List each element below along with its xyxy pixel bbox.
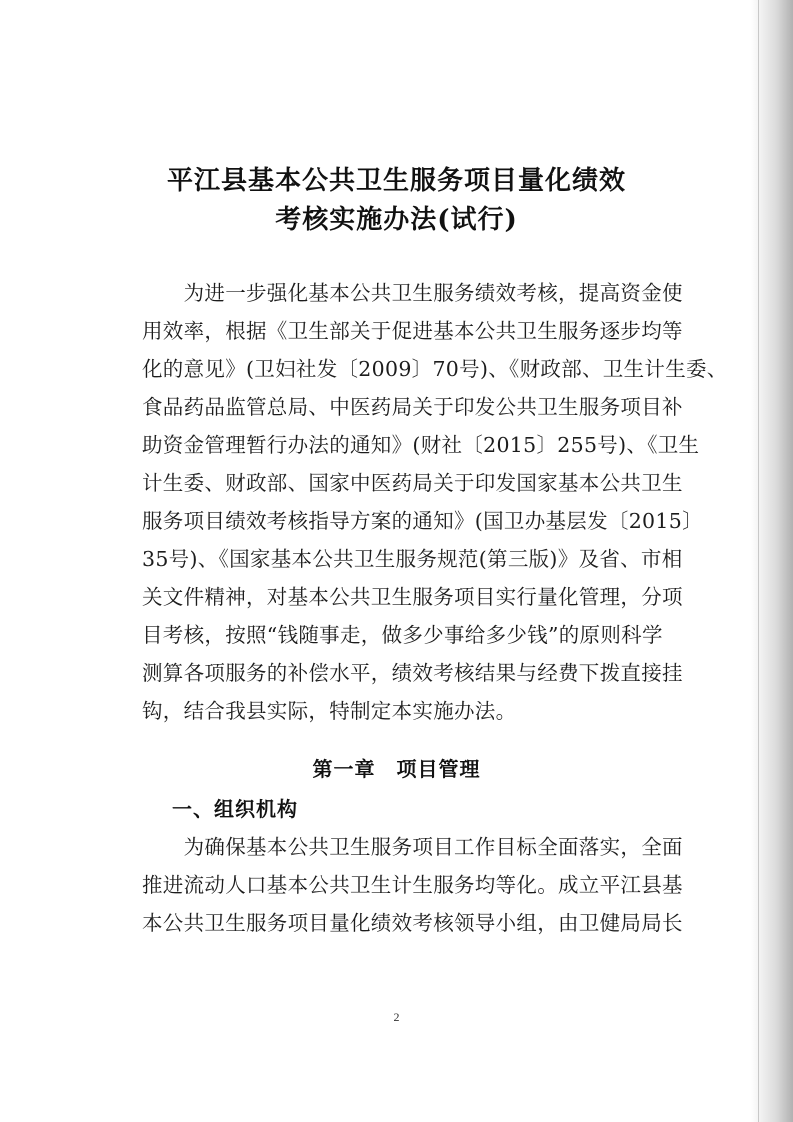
intro-line: 目考核，按照“钱随事走，做多少事给多少钱”的原则科学 (142, 623, 663, 647)
section-line: 为确保基本公共卫生服务项目工作目标全面落实，全面 (142, 835, 683, 859)
section-line: 本公共卫生服务项目量化绩效考核领导小组，由卫健局局长 (142, 911, 683, 935)
intro-line: 用效率，根据《卫生部关于促进基本公共卫生服务逐步均等 (142, 319, 683, 343)
intro-paragraph (142, 274, 728, 730)
intro-line: 35号)、《国家基本公共卫生服务规范(第三版)》及省、市相 (142, 547, 683, 571)
intro-line: 钩，结合我县实际，特制定本实施办法。 (142, 699, 517, 723)
intro-line: 关文件精神，对基本公共卫生服务项目实行量化管理，分项 (142, 585, 683, 609)
chapter-heading: 第一章 项目管理 (312, 757, 481, 781)
document-title-line-2: 考核实施办法(试行) (275, 205, 518, 235)
intro-line: 服务项目绩效考核指导方案的通知》(国卫办基层发〔2015〕 (142, 509, 703, 533)
intro-line: 化的意见》(卫妇社发〔2009〕70号)、《财政部、卫生计生委、 (142, 357, 728, 381)
section-paragraph (142, 828, 683, 942)
section-heading: 一、组织机构 (172, 797, 298, 821)
page-number: 2 (393, 1010, 400, 1024)
intro-line: 计生委、财政部、国家中医药局关于印发国家基本公共卫生 (142, 471, 683, 495)
intro-line: 测算各项服务的补偿水平，绩效考核结果与经费下拨直接挂 (142, 661, 683, 685)
intro-line: 助资金管理暂行办法的通知》(财社〔2015〕255号)、《卫生 (142, 433, 700, 457)
intro-line: 为进一步强化基本公共卫生服务绩效考核，提高资金使 (142, 281, 683, 305)
section-line: 推进流动人口基本公共卫生计生服务均等化。成立平江县基 (142, 873, 683, 897)
intro-line: 食品药品监管总局、中医药局关于印发公共卫生服务项目补 (142, 395, 683, 419)
document-title-line-1: 平江县基本公共卫生服务项目量化绩效 (166, 166, 626, 196)
